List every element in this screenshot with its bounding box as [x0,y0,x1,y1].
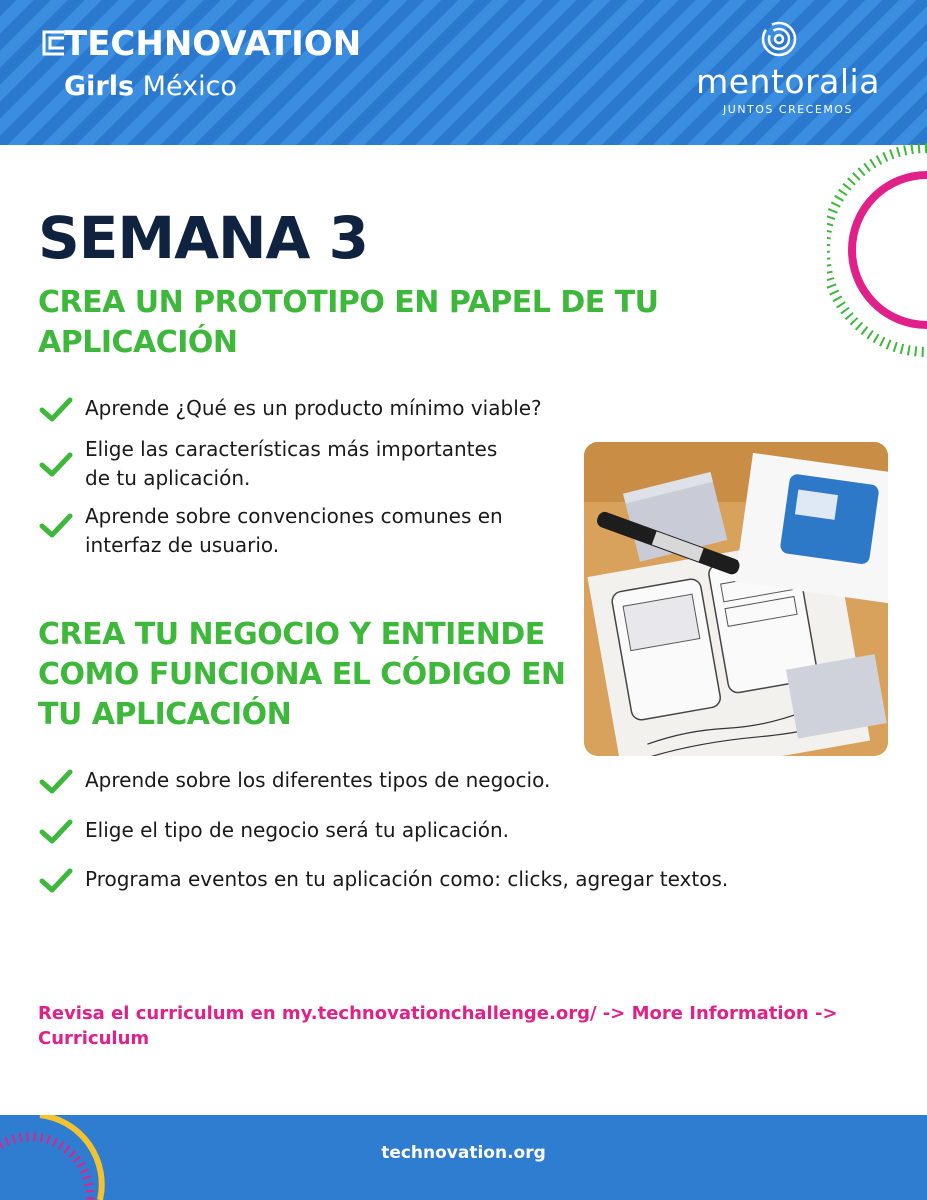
section2-heading: CREA TU NEGOCIO Y ENTIENDE COMO FUNCIONA EL CÓDIGO EN TU APLICACIÓN [38,617,566,732]
check-icon [38,510,74,540]
technovation-logo-icon [40,28,66,58]
page-title: SEMANA 3 [38,204,368,272]
list-item-text [85,816,509,845]
list-item-text [85,766,550,795]
list-item-line: Elige las características más importantes [85,437,498,461]
prototype-photo-illustration [584,442,888,756]
brand-word: TECHNOVATION [64,24,362,64]
list-item-line: Aprende sobre convenciones comunes en [85,504,503,528]
brand-sub-bold: Girls [64,71,135,102]
section1-heading: CREA UN PROTOTIPO EN PAPEL DE TU APLICACIÓN [38,285,659,360]
check-icon [38,766,74,796]
prototype-photo [584,442,888,756]
brand-sub-rest: México [142,71,237,102]
list-item-line: Aprende ¿Qué es un producto mínimo viable? [85,396,542,420]
decorative-ring [827,140,927,360]
list-item-line: Aprende sobre los diferentes tipos de negocio. [85,768,551,792]
list-item-line: interfaz de usuario. [85,533,280,557]
check-icon [38,865,74,895]
brand-subtitle [64,72,237,102]
check-icon [38,394,74,424]
footer-url[interactable]: technovation.org [381,1143,546,1163]
check-icon [38,816,74,846]
list-item-text [85,435,497,493]
header-banner [0,0,927,145]
footer-banner [0,1115,927,1200]
list-item-line: Programa eventos en tu aplicación como: clicks, agregar textos. [85,867,729,891]
list-item-text [85,865,728,894]
partner-tagline: JUNTOS CRECEMOS [723,103,853,116]
list-item-text [85,394,542,423]
check-icon [38,449,74,479]
list-item-line: de tu aplicación. [85,466,251,490]
list-item-text [85,502,503,560]
partner-name: mentoralia [696,62,880,101]
mentoralia-logo-icon [760,20,798,58]
curriculum-link-text[interactable]: Revisa el curriculum en my.technovationchallenge.org/ -> More Information -> Curriculum [38,1003,838,1049]
list-item-line: Elige el tipo de negocio será tu aplicación. [85,818,510,842]
mentoralia-logo [688,20,888,120]
